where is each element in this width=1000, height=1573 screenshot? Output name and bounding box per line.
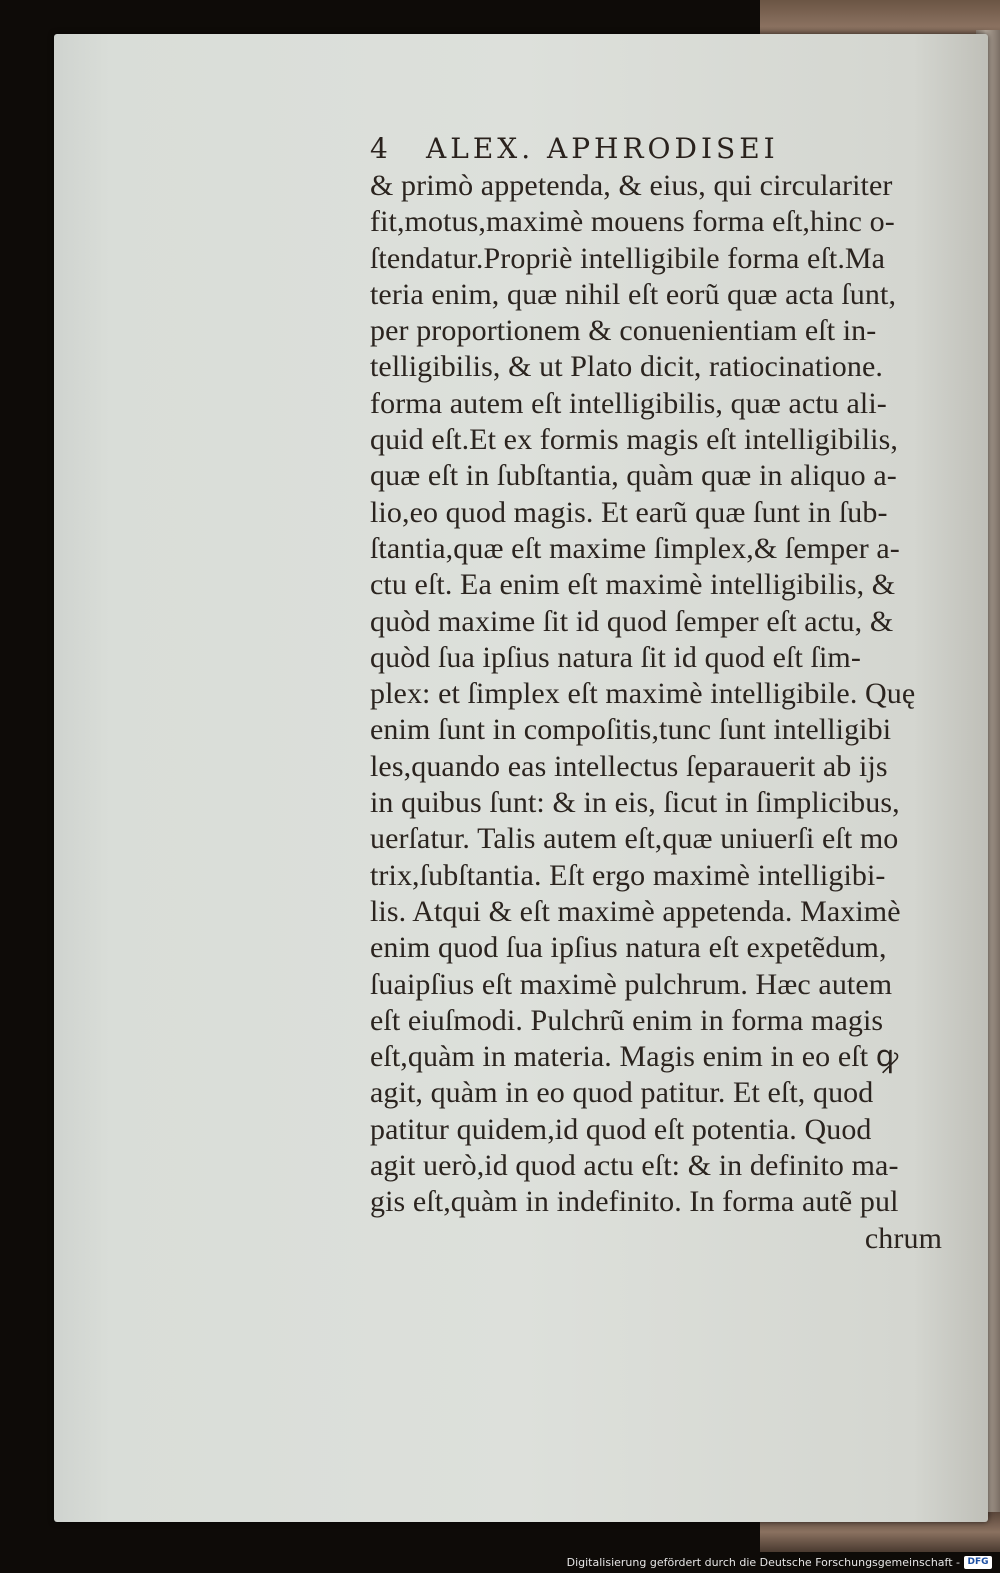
text-line: trix,ſubſtantia. Eſt ergo maximè intelligibi- bbox=[370, 858, 886, 892]
text-line: agit, quàm in eo quod patitur. Et eſt, quod bbox=[370, 1076, 874, 1110]
dfg-logo: DFG bbox=[964, 1556, 992, 1569]
text-line: les,quando eas intellectus ſeparauerit ab ijs bbox=[370, 749, 888, 783]
text-line: plex: et ſimplex eſt maximè intelligibile. Quę bbox=[370, 677, 916, 711]
text-line: & primò appetenda, & eius, qui circulariter bbox=[370, 169, 893, 202]
text-line: lis. Atqui & eſt maximè appetenda. Maximè bbox=[370, 894, 901, 928]
text-line: eſt,quàm in materia. Magis enim in eo eſt ꝙ bbox=[370, 1040, 899, 1074]
catchword: chrum bbox=[864, 1221, 942, 1255]
text-line: lio,eo quod magis. Et earũ quæ ſunt in ſub- bbox=[370, 495, 888, 529]
text-line: uerſatur. Talis autem eſt,quæ uniuerſi eſt mo bbox=[370, 822, 899, 856]
body-text bbox=[370, 168, 970, 1257]
running-header bbox=[370, 130, 970, 168]
text-line: eſt eiuſmodi. Pulchrũ enim in forma magis bbox=[370, 1003, 884, 1037]
text-line: patitur quidem,id quod eſt potentia. Quod bbox=[370, 1112, 872, 1146]
text-line: ſuaipſius eſt maximè pulchrum. Hæc autem bbox=[370, 967, 893, 1001]
text-line: ctu eſt. Ea enim eſt maximè intelligibilis, & bbox=[370, 568, 896, 602]
text-line: in quibus ſunt: & in eis, ſicut in ſimplicibus, bbox=[370, 786, 900, 820]
text-line: quòd ſua ipſius natura ſit id quod eſt ſim- bbox=[370, 640, 861, 674]
text-line: per proportionem & conuenientiam eſt in- bbox=[370, 314, 877, 348]
book-page bbox=[54, 34, 988, 1522]
text-line: agit uerò,id quod actu eſt: & in definito ma- bbox=[370, 1149, 899, 1183]
text-line: quid eſt.Et ex formis magis eſt intelligibilis, bbox=[370, 423, 898, 457]
text-line: forma autem eſt intelligibilis, quæ actu ali- bbox=[370, 386, 887, 420]
text-line: teria enim, quæ nihil eſt eorũ quæ acta ſunt, bbox=[370, 277, 897, 311]
running-title: ALEX. APHRODISEI bbox=[426, 132, 779, 165]
digitization-credit: Digitalisierung gefördert durch die Deutsche Forschungsgemeinschaft - bbox=[566, 1556, 960, 1569]
text-block bbox=[370, 130, 970, 1257]
text-line: quæ eſt in ſubſtantia, quàm quæ in aliquo a- bbox=[370, 459, 897, 493]
text-line: enim ſunt in compoſitis,tunc ſunt intelligibi bbox=[370, 713, 892, 747]
text-line: gis eſt,quàm in indefinito. In forma autẽ pul bbox=[370, 1185, 899, 1219]
page-number: 4 bbox=[370, 132, 392, 165]
text-line: quòd maxime ſit id quod ſemper eſt actu, & bbox=[370, 604, 894, 638]
text-line: telligibilis, & ut Plato dicit, ratiocinatione. bbox=[370, 350, 883, 384]
text-line: ſtantia,quæ eſt maxime ſimplex,& ſemper a- bbox=[370, 531, 900, 565]
text-line: ſtendatur.Propriè intelligibile forma eſt.Ma bbox=[370, 241, 886, 275]
text-line: fit,motus,maximè mouens forma eſt,hinc o- bbox=[370, 205, 895, 239]
text-line: enim quod ſua ipſius natura eſt expetẽdum, bbox=[370, 931, 887, 965]
